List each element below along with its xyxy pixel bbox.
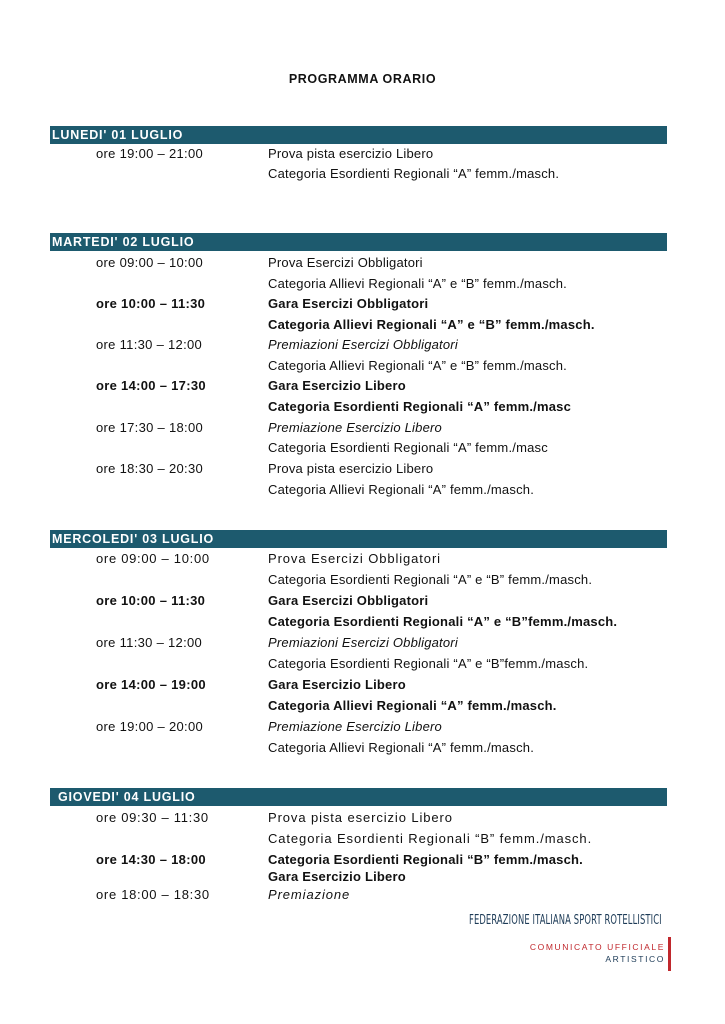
row-time: ore 11:30 – 12:00 [96, 337, 203, 352]
schedule-row [0, 274, 725, 293]
row-desc: Premiazioni Esercizi Obbligatori [268, 635, 458, 650]
schedule-row [0, 867, 725, 886]
row-desc: Categoria Allievi Regionali “A” e “B” femm./masch. [268, 276, 567, 291]
schedule-row [0, 717, 725, 736]
schedule-row [0, 829, 725, 848]
schedule-row [0, 376, 725, 395]
row-desc: Gara Esercizio Libero [268, 677, 406, 692]
day-header-wednesday: MERCOLEDI' 03 LUGLIO [50, 530, 667, 548]
schedule-row [0, 315, 725, 334]
schedule-row [0, 418, 725, 437]
row-desc: Gara Esercizi Obbligatori [268, 593, 429, 608]
schedule-row [0, 294, 725, 313]
row-desc: Categoria Esordienti Regionali “A” femm./masc [268, 399, 572, 414]
row-time: ore 14:00 – 19:00 [96, 677, 206, 692]
row-desc: Categoria Esordienti Regionali “A” femm./masch. [268, 166, 560, 181]
schedule-row [0, 397, 725, 416]
row-time: ore 09:00 – 10:00 [96, 551, 210, 566]
page-title: PROGRAMMA ORARIO [288, 72, 437, 86]
schedule-row [0, 696, 725, 715]
day-header-monday: LUNEDI' 01 LUGLIO [50, 126, 667, 144]
schedule-row [0, 570, 725, 589]
schedule-row [0, 335, 725, 354]
row-time: ore 10:00 – 11:30 [96, 593, 206, 608]
row-desc: Categoria Esordienti Regionali “A” e “B” femm./masch. [268, 572, 593, 587]
schedule-row [0, 654, 725, 673]
schedule-row [0, 633, 725, 652]
schedule-row [0, 738, 725, 757]
row-desc: Gara Esercizi Obbligatori [268, 296, 429, 311]
row-desc: Categoria Allievi Regionali “A” e “B” femm./masch. [268, 317, 595, 332]
logo-red-rule [668, 937, 671, 971]
row-time: ore 10:00 – 11:30 [96, 296, 206, 311]
row-desc: Gara Esercizio Libero [268, 869, 406, 884]
row-time: ore 09:00 – 10:00 [96, 255, 204, 270]
row-desc: Categoria Esordienti Regionali “B” femm./masch. [268, 831, 593, 846]
row-desc: Prova pista esercizio Libero [268, 810, 453, 825]
day-header-tuesday: MARTEDI' 02 LUGLIO [50, 233, 667, 251]
row-time: ore 19:00 – 20:00 [96, 719, 204, 734]
row-time: ore 14:00 – 17:30 [96, 378, 206, 393]
row-desc: Premiazione Esercizio Libero [268, 420, 442, 435]
row-time: ore 14:30 – 18:00 [96, 852, 206, 867]
row-desc: Prova Esercizi Obbligatori [268, 255, 423, 270]
row-time: ore 09:30 – 11:30 [96, 810, 209, 825]
row-desc: Prova pista esercizio Libero [268, 146, 434, 161]
row-desc: Categoria Esordienti Regionali “A” e “B”femm./masch. [268, 656, 589, 671]
schedule-row [0, 480, 725, 499]
day-header-thursday: GIOVEDI' 04 LUGLIO [50, 788, 667, 806]
schedule-row [0, 164, 725, 183]
row-desc: Categoria Allievi Regionali “A” femm./masch. [268, 740, 535, 755]
row-desc: Categoria Allievi Regionali “A” femm./masch. [268, 482, 535, 497]
schedule-row [0, 612, 725, 631]
row-time: ore 17:30 – 18:00 [96, 420, 204, 435]
schedule-row [0, 675, 725, 694]
schedule-row [0, 459, 725, 478]
schedule-row [0, 438, 725, 457]
schedule-row [0, 885, 725, 904]
row-desc: Categoria Esordienti Regionali “A” femm./masc [268, 440, 548, 455]
schedule-row [0, 356, 725, 375]
row-time: ore 18:30 – 20:30 [96, 461, 204, 476]
row-desc: Categoria Esordienti Regionali “A” e “B”femm./masch. [268, 614, 618, 629]
row-desc: Categoria Esordienti Regionali “B” femm./masch. [268, 852, 583, 867]
schedule-row [0, 253, 725, 272]
row-time: ore 11:30 – 12:00 [96, 635, 203, 650]
logo-subtitle-line2: ARTISTICO [605, 954, 665, 964]
row-desc: Premiazioni Esercizi Obbligatori [268, 337, 458, 352]
schedule-row [0, 808, 725, 827]
row-desc: Gara Esercizio Libero [268, 378, 406, 393]
schedule-row [0, 144, 725, 163]
row-desc: Prova Esercizi Obbligatori [268, 551, 441, 566]
row-desc: Premiazione [268, 887, 351, 902]
federation-logo: FEDERAZIONE ITALIANA SPORT ROTELLISTICI [469, 912, 662, 928]
schedule-row [0, 549, 725, 568]
logo-subtitle-line1: COMUNICATO UFFICIALE [529, 942, 665, 952]
schedule-row [0, 591, 725, 610]
row-desc: Categoria Allievi Regionali “A” e “B” femm./masch. [268, 358, 567, 373]
row-desc: Prova pista esercizio Libero [268, 461, 434, 476]
row-desc: Premiazione Esercizio Libero [268, 719, 442, 734]
row-time: ore 19:00 – 21:00 [96, 146, 204, 161]
row-desc: Categoria Allievi Regionali “A” femm./masch. [268, 698, 557, 713]
row-time: ore 18:00 – 18:30 [96, 887, 210, 902]
